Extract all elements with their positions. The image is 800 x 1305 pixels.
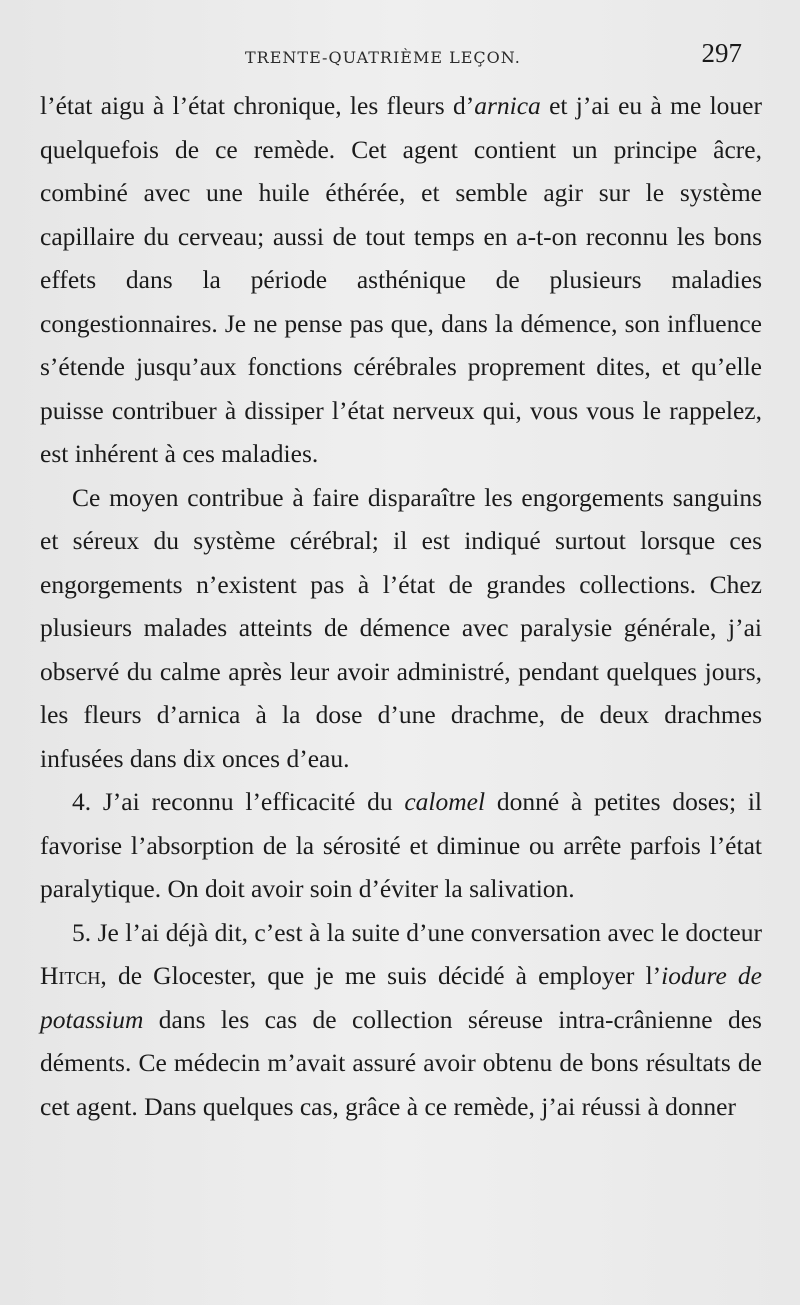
page-number: 297 <box>701 38 742 68</box>
text-span: 5. Je l’ai déjà dit, c’est à la suite d’une conversation avec le docteur <box>72 917 762 947</box>
running-head <box>40 34 760 82</box>
text-span: donné à petites doses; il favorise l’absorption de la sérosité et diminue ou arrête parfois l’état paralytique. On doit avoir soin d’éviter la salivation. <box>40 787 762 903</box>
paragraph-arnica-continued <box>40 84 762 476</box>
text-span: l’état aigu à l’état chronique, les fleurs d’ <box>40 91 475 120</box>
paragraph-arnica-effects <box>40 476 762 781</box>
italic-iodure: iodure de potassium <box>40 961 762 1034</box>
italic-arnica: arnica <box>474 91 541 120</box>
text-span: dans les cas de collection séreuse intra-crânienne des déments. Ce médecin m’avait assuré avoir obtenu de bons résultats de cet agent. Dans quelques cas, grâce à ce remède, j’ai réussi à donner <box>40 1004 762 1121</box>
paragraph-iodure <box>40 911 762 1129</box>
body-text <box>40 84 762 1128</box>
text-span: 4. J’ai reconnu l’efficacité du <box>72 787 405 816</box>
paragraph-calomel <box>40 780 762 911</box>
text-span: , de Glocester, que je me suis décidé à employer l’ <box>100 961 662 990</box>
italic-calomel: calomel <box>404 787 486 816</box>
text-span: Ce moyen contribue à faire disparaître les engorgements sanguins et séreux du système cérébral; il est indiqué surtout lorsque ces engorgements n’existent pas à l’état de grandes collections. Chez plusieurs malades atteints de démence avec paralysie générale, j’ai observé du calme après leur avoir administré, pendant quelques jours, les fleurs d’arnica à la dose d’une drachme, de deux drachmes infusées dans dix onces d’eau. <box>40 482 762 773</box>
smallcaps-hitch: Hitch <box>40 961 101 990</box>
running-title: TRENTE-QUATRIÈME LEÇON. <box>245 48 521 67</box>
text-span: et j’ai eu à me louer quelquefois de ce remède. Cet agent contient un principe âcre, combiné avec une huile éthérée, et semble agir sur le système capillaire du cerveau; aussi de tout temps en a-t-on reconnu les bons effets dans la période asthénique de plusieurs maladies congestionnaires. Je ne pense pas que, dans la démence, son influence s’étende jusqu’aux fonctions cérébrales proprement dites, et qu’elle puisse contribuer à dissiper l’état nerveux qui, vous vous le rappelez, est inhérent à ces maladies. <box>40 91 762 468</box>
